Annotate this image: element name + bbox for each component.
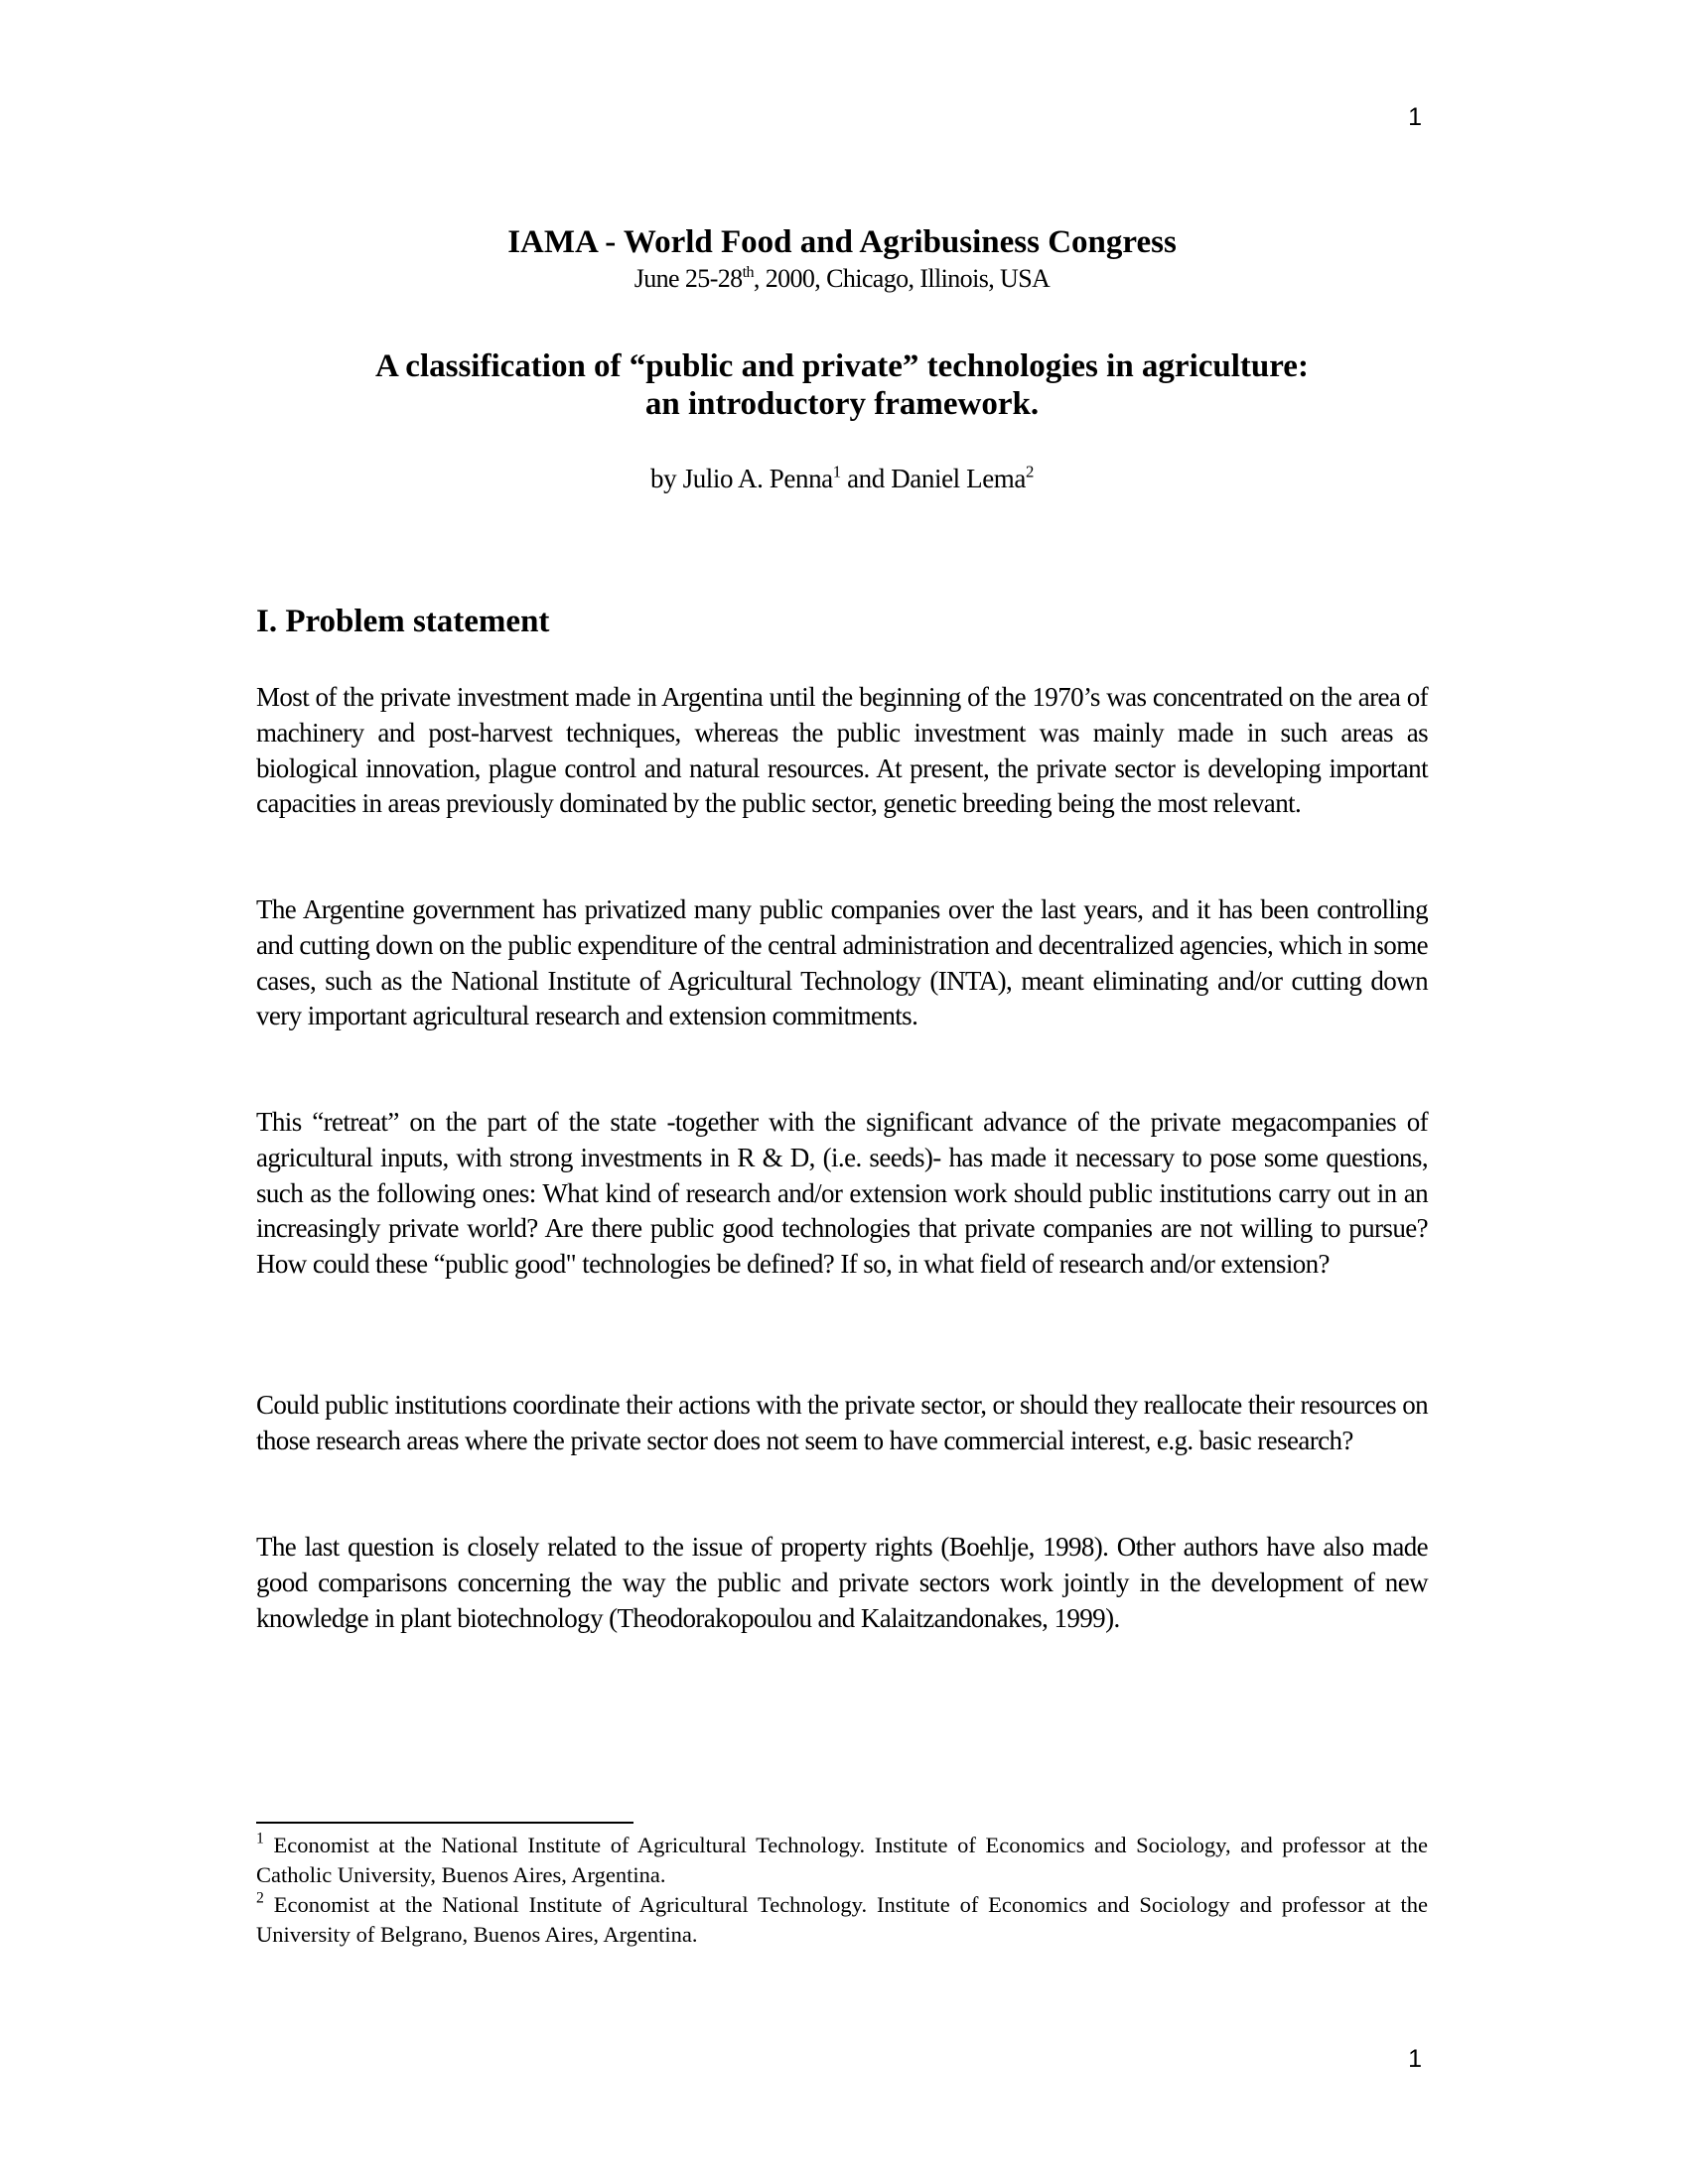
byline-conjunction: and (840, 464, 892, 493)
congress-dates (256, 264, 1428, 294)
footnote-1 (256, 1831, 1428, 1890)
paper-title-line-1: A classification of “public and private” technologies in agriculture: (375, 348, 1309, 384)
paper-title (256, 347, 1428, 423)
page-number-bottom: 1 (1408, 2045, 1422, 2073)
footnote-separator (256, 1822, 633, 1824)
page-number-top: 1 (1408, 103, 1422, 131)
date-ordinal: th (742, 264, 754, 282)
paragraph-1: Most of the private investment made in Argentina until the beginning of the 1970’s was concentrated on the area of machinery and post-harvest techniques, whereas the public investment was mainly made in such areas as biological innovation, plague control and natural resources. At present, the private sector is developing important capacities in areas previously dominated by the public sector, genetic breeding being the most relevant. (256, 682, 1428, 819)
congress-title: IAMA - World Food and Agribusiness Congress (507, 224, 1177, 260)
paragraph-2: The Argentine government has privatized many public companies over the last years, and it has been controlling and cutting down on the public expenditure of the central administration and decentralized agencies, which in some cases, such as the National Institute of Agricultural Technology (INTA), meant eliminating and/or cutting down very important agricultural research and extension commitments. (256, 894, 1428, 1031)
author-1-footnote-ref: 1 (832, 462, 841, 481)
footnote-2 (256, 1890, 1428, 1950)
paragraph-4: Could public institutions coordinate their actions with the private sector, or should they reallocate their resources on those research areas where the private sector does not seem to have commercial interest, e.g. basic research? (256, 1390, 1428, 1455)
date-prefix: June 25-28 (633, 264, 743, 293)
footnote-2-text: Economist at the National Institute of Agricultural Technology. Institute of Economics and Sociology and professor at the University of Belgrano, Buenos Aires, Argentina. (256, 1892, 1429, 1947)
date-suffix: , 2000, Chicago, Illinois, USA (753, 264, 1051, 293)
author-1: Julio A. Penna (682, 464, 833, 493)
paragraph-3: This “retreat” on the part of the state -together with the significant advance of the private megacompanies of agricultural inputs, with strong investments in R & D, (i.e. seeds)- has made it necessary to pose some questions, such as the following ones: What kind of research and/or extension work should public institutions carry out in an increasingly private world? Are there public good technologies that private companies are not willing to pursue? How could these “public good" technologies be defined? If so, in what field of research and/or extension? (256, 1107, 1428, 1280)
footnote-1-marker: 1 (256, 1830, 264, 1847)
footnote-1-text: Economist at the National Institute of Agricultural Technology. Institute of Economics and Sociology, and professor at the Catholic University, Buenos Aires, Argentina. (256, 1833, 1428, 1887)
footnotes (256, 1831, 1428, 1950)
author-byline (256, 464, 1428, 493)
author-2-footnote-ref: 2 (1025, 462, 1034, 481)
paragraph-5: The last question is closely related to the issue of property rights (Boehlje, 1998). Other authors have also made good comparisons concerning the way the public and private sectors work jointly in the development of new knowledge in plant biotechnology (Theodorakopoulou and Kalaitzandonakes, 1999). (256, 1532, 1428, 1633)
byline-prefix: by (650, 464, 683, 493)
author-2: Daniel Lema (891, 464, 1026, 493)
footnote-2-marker: 2 (256, 1889, 264, 1907)
section-heading: I. Problem statement (256, 604, 550, 639)
paper-title-line-2: an introductory framework. (644, 386, 1040, 422)
